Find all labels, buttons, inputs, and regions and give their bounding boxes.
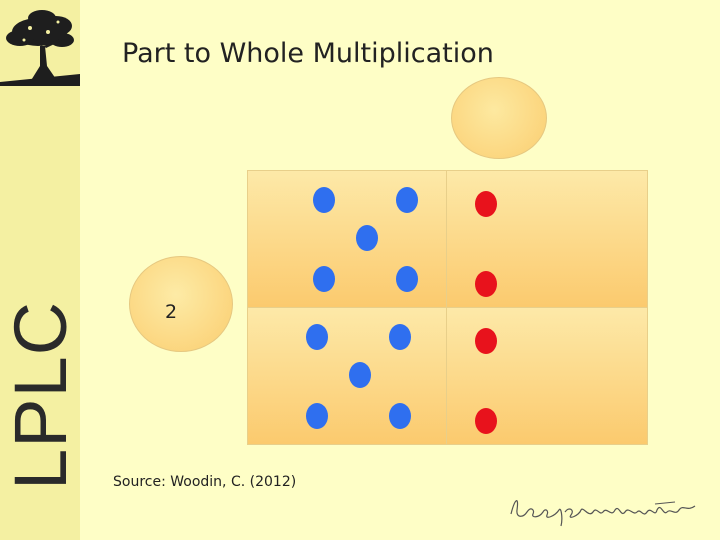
- blue-counter-dot: [313, 187, 335, 213]
- source-citation: Source: Woodin, C. (2012): [113, 474, 297, 490]
- red-counter-dot: [475, 408, 497, 434]
- blue-counter-dot: [356, 225, 378, 251]
- blue-counter-dot: [389, 403, 411, 429]
- multiplier-label: 2: [165, 301, 178, 323]
- blue-counter-dot: [389, 324, 411, 350]
- red-counter-dot: [475, 271, 497, 297]
- signature-logo-icon: [505, 488, 705, 528]
- blue-counter-dot: [306, 403, 328, 429]
- blue-counter-dot: [306, 324, 328, 350]
- red-counter-dot: [475, 191, 497, 217]
- slide-title: Part to Whole Multiplication: [122, 38, 494, 69]
- red-counter-dot: [475, 328, 497, 354]
- blue-counter-dot: [396, 266, 418, 292]
- blue-counter-dot: [349, 362, 371, 388]
- blue-counter-dot: [313, 266, 335, 292]
- side-label-text: LPLC: [0, 300, 83, 490]
- blue-counter-dot: [396, 187, 418, 213]
